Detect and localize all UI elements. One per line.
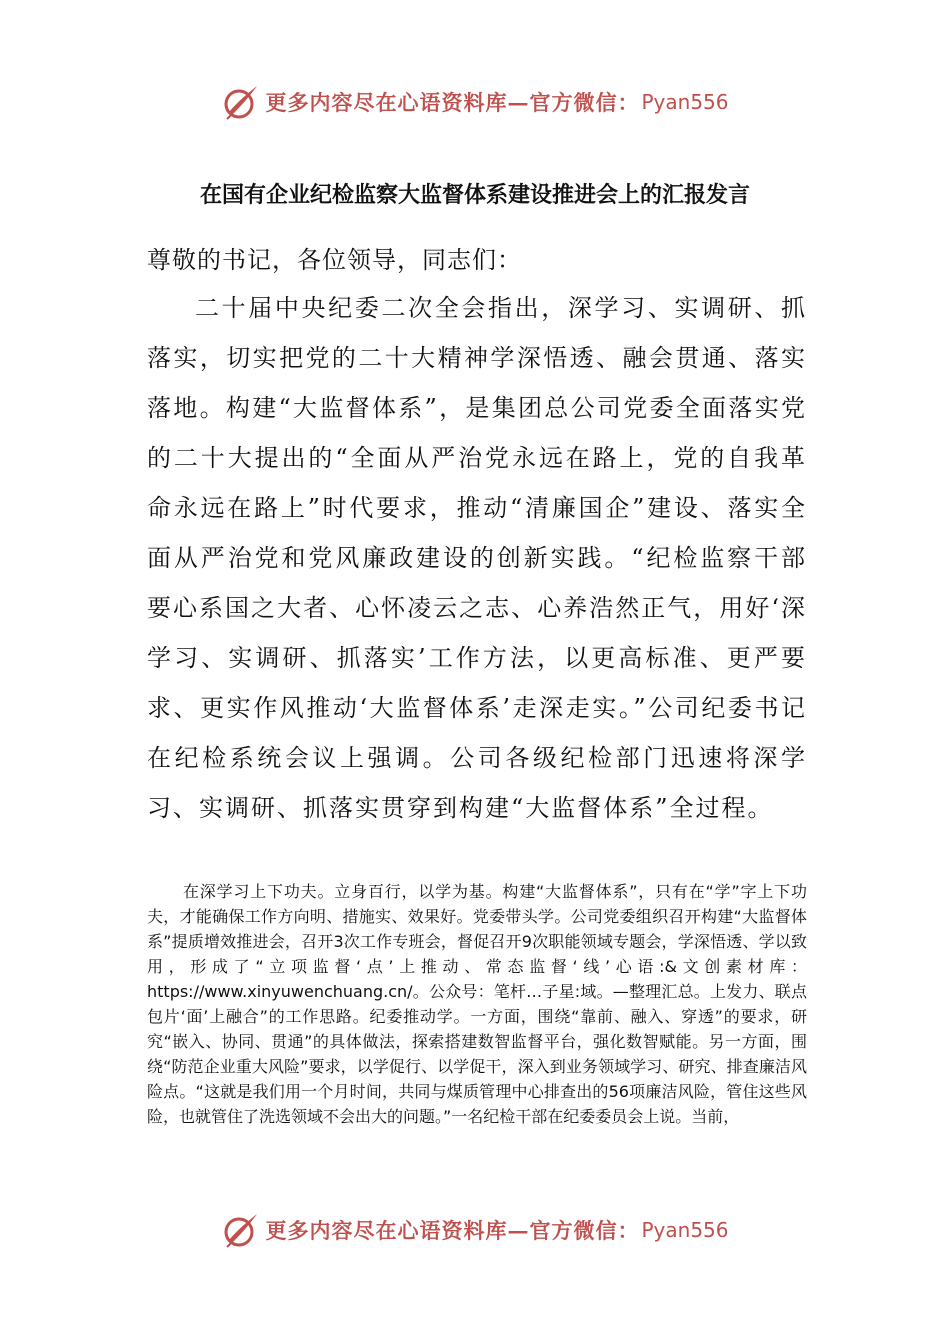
quill-pen-circle-icon bbox=[221, 82, 261, 122]
body-paragraph-2: 在深学习上下功夫。立身百行，以学为基。构建“大监督体系”，只有在“学”字上下功夫，才能确保工作方向明、措施实、效果好。党委带头学。公司党委组织召开构建“大监督体系”提质增效推进会，召开3次工作专班会，督促召开9次职能领域专题会，学深悟透、学以致用，形成了“立项监督‘点’上推动、常态监督‘线’心语:&文创素材库：https://www.xinyuwenchuang.cn/。公众号：笔杆…子星:域。—整理汇总。上发力、联点包片‘面’上融合”的工作思路。纪委推动学。一方面，围绕“靠前、融入、穿透”的要求，研究“嵌入、协同、贯通”的具体做法，探索搭建数智监督平台，强化数智赋能。另一方面，围绕“防范企业重大风险”要求，以学促行、以学促干，深入到业务领域学习、研究、排查廉洁风险点。“这就是我们用一个月时间，共同与煤质管理中心排查出的56项廉洁风险，管住这些风险，也就管住了洗选领域不会出大的问题。”一名纪检干部在纪委委员会上说。当前， bbox=[147, 882, 807, 1126]
watermark-footer bbox=[0, 1210, 950, 1250]
watermark-wechat-id: Pyan556 bbox=[641, 1218, 729, 1242]
body-paragraph-1: 二十届中央纪委二次全会指出，深学习、实调研、抓落实，切实把党的二十大精神学深悟透、融会贯通、落实落地。构建“大监督体系”，是集团总公司党委全面落实党的二十大提出的“全面从严治党永远在路上，党的自我革命永远在路上”时代要求，推动“清廉国企”建设、落实全面从严治党和党风廉政建设的创新实践。“纪检监察干部要心系国之大者、心怀凌云之志、心养浩然正气，用好‘深学习、实调研、抓落实’工作方法，以更高标准、更严要求、更实作风推动‘大监督体系’走深走实。”公司纪委书记在纪检系统会议上强调。公司各级纪检部门迅速将深学习、实调研、抓落实贯穿到构建“大监督体系”全过程。 bbox=[147, 294, 807, 822]
salutation: 尊敬的书记，各位领导，同志们： bbox=[147, 246, 522, 274]
quill-pen-circle-icon bbox=[221, 1210, 261, 1250]
watermark-header bbox=[0, 82, 950, 122]
watermark-text: 更多内容尽在心语资料库—官方微信： bbox=[265, 90, 640, 115]
watermark-wechat-id: Pyan556 bbox=[641, 90, 729, 114]
watermark-text: 更多内容尽在心语资料库—官方微信： bbox=[265, 1218, 640, 1243]
document-title: 在国有企业纪检监察大监督体系建设推进会上的汇报发言 bbox=[199, 183, 750, 208]
